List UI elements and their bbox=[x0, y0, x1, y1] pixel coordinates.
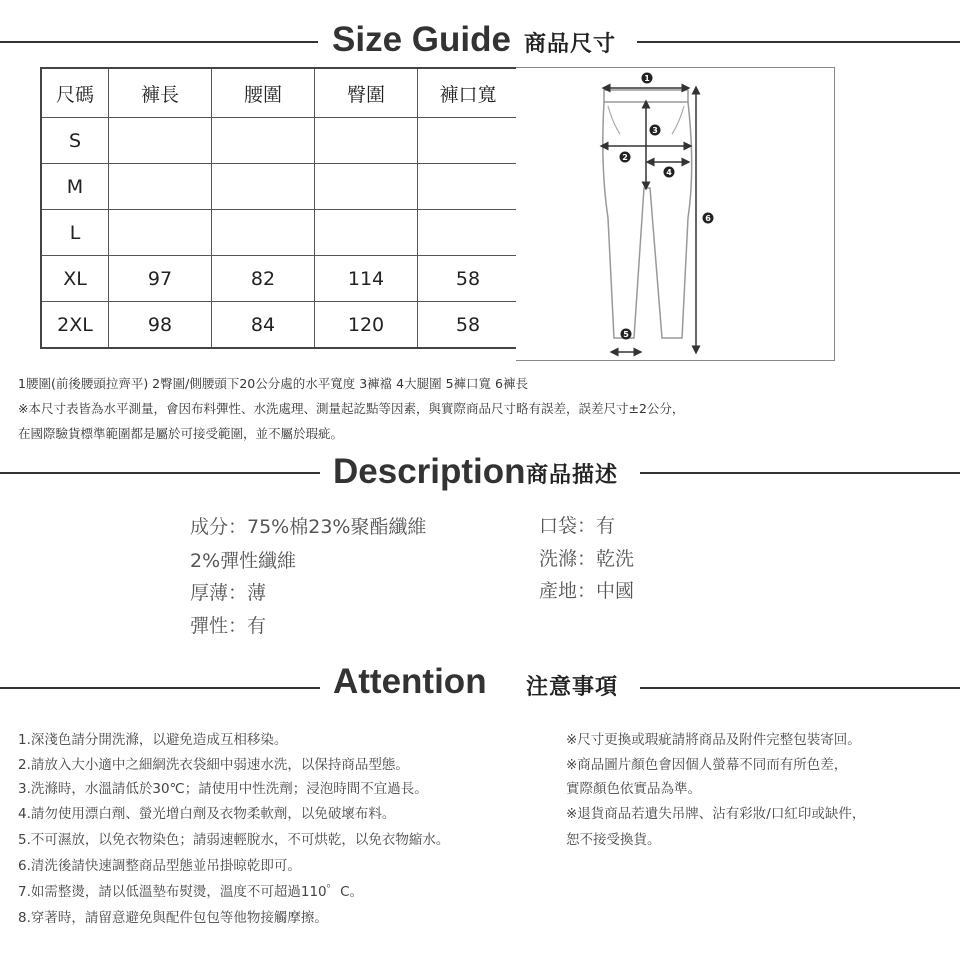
table-cell bbox=[315, 164, 418, 210]
size-table bbox=[40, 67, 520, 349]
table-header: 褲口寬 bbox=[418, 68, 520, 118]
table-cell bbox=[109, 210, 212, 256]
table-row bbox=[41, 118, 519, 164]
origin: 產地：中國 bbox=[539, 580, 635, 602]
table-header-row bbox=[41, 68, 519, 118]
description-title: Description bbox=[333, 452, 526, 491]
table-cell: S bbox=[41, 118, 109, 164]
table-row bbox=[41, 210, 519, 256]
table-cell bbox=[315, 210, 418, 256]
divider bbox=[0, 41, 318, 43]
svg-text:2: 2 bbox=[622, 153, 628, 162]
size-guide-title-zh: 商品尺寸 bbox=[524, 32, 617, 57]
table-cell: L bbox=[41, 210, 109, 256]
care-instruction: 8.穿著時，請留意避免與配件包包等他物接觸摩擦。 bbox=[18, 910, 328, 926]
elasticity: 彈性：有 bbox=[190, 615, 267, 637]
svg-text:4: 4 bbox=[666, 168, 672, 177]
care-instruction: 7.如需整燙，請以低溫墊布熨燙，溫度不可超過110゜C。 bbox=[18, 884, 364, 900]
return-policy: ※商品圖片顏色會因個人螢幕不同而有所色差， bbox=[566, 757, 848, 773]
table-cell bbox=[418, 118, 520, 164]
pockets: 口袋：有 bbox=[539, 515, 616, 537]
table-cell bbox=[109, 164, 212, 210]
divider bbox=[640, 472, 960, 474]
washing: 洗滌：乾洗 bbox=[539, 548, 635, 570]
table-cell: 2XL bbox=[41, 302, 109, 349]
table-cell: 58 bbox=[418, 256, 520, 302]
table-cell: 97 bbox=[109, 256, 212, 302]
return-policy: ※退貨商品若遺失吊牌、沾有彩妝/口紅印或缺件， bbox=[566, 806, 866, 822]
svg-text:5: 5 bbox=[623, 330, 629, 339]
table-cell bbox=[212, 210, 315, 256]
svg-text:6: 6 bbox=[705, 214, 711, 223]
svg-text:1: 1 bbox=[644, 74, 650, 83]
fabric-composition: 成分：75%棉23%聚酯纖維 bbox=[190, 516, 427, 538]
table-cell: 82 bbox=[212, 256, 315, 302]
care-instruction: 1.深淺色請分開洗滌，以避免造成互相移染。 bbox=[18, 732, 288, 748]
return-policy: ※尺寸更換或瑕疵請將商品及附件完整包裝寄回。 bbox=[566, 732, 861, 748]
svg-text:3: 3 bbox=[652, 126, 658, 135]
table-cell: 114 bbox=[315, 256, 418, 302]
table-cell: 58 bbox=[418, 302, 520, 349]
pants-outline-icon bbox=[516, 68, 834, 360]
size-guide-title: Size Guide bbox=[332, 20, 511, 59]
description-title-zh: 商品描述 bbox=[526, 463, 619, 488]
table-cell bbox=[212, 164, 315, 210]
table-header: 臀圍 bbox=[315, 68, 418, 118]
table-cell: M bbox=[41, 164, 109, 210]
table-header: 腰圍 bbox=[212, 68, 315, 118]
table-cell: 120 bbox=[315, 302, 418, 349]
measurement-legend: 1腰圍(前後腰頭拉齊平) 2臀圍/側腰頭下20公分處的水平寬度 3褲襠 4大腿圍 5褲口寬 6褲長 bbox=[18, 376, 528, 391]
divider bbox=[637, 41, 960, 43]
return-policy: 恕不接受換貨。 bbox=[566, 832, 661, 848]
care-instruction: 6.清洗後請快速調整商品型態並吊掛晾乾即可。 bbox=[18, 858, 301, 874]
divider bbox=[640, 687, 960, 689]
return-policy: 實際顏色依實品為準。 bbox=[566, 781, 701, 797]
table-row bbox=[41, 164, 519, 210]
care-instruction: 3.洗滌時，水溫請低於30℃；請使用中性洗劑；浸泡時間不宜過長。 bbox=[18, 781, 428, 797]
divider bbox=[0, 472, 320, 474]
thickness: 厚薄：薄 bbox=[190, 582, 267, 604]
table-cell bbox=[212, 118, 315, 164]
care-instruction: 2.請放入大小適中之細網洗衣袋細中弱速水洗，以保持商品型態。 bbox=[18, 757, 409, 773]
table-cell: XL bbox=[41, 256, 109, 302]
care-instruction: 4.請勿使用漂白劑、螢光增白劑及衣物柔軟劑，以免破壞布料。 bbox=[18, 806, 396, 822]
measurement-note: ※本尺寸表皆為水平測量，會因布料彈性、水洗處理、測量起訖點等因素，與實際商品尺寸略有誤差，誤差尺寸±2公分， bbox=[18, 401, 685, 416]
attention-title: Attention bbox=[333, 662, 487, 701]
pants-measurement-diagram bbox=[516, 67, 835, 361]
care-instruction: 5.不可濕放，以免衣物染色；請弱速輕脫水，不可烘乾，以免衣物縮水。 bbox=[18, 832, 450, 848]
table-header: 尺碼 bbox=[41, 68, 109, 118]
table-cell bbox=[315, 118, 418, 164]
table-cell bbox=[418, 210, 520, 256]
table-row bbox=[41, 302, 519, 349]
table-cell bbox=[109, 118, 212, 164]
attention-title-zh: 注意事項 bbox=[526, 675, 619, 700]
table-cell: 84 bbox=[212, 302, 315, 349]
measurement-note: 在國際驗貨標準範圍都是屬於可接受範圍，並不屬於瑕疵。 bbox=[18, 426, 344, 441]
divider bbox=[0, 687, 320, 689]
table-header: 褲長 bbox=[109, 68, 212, 118]
fabric-composition-cont: 2%彈性纖維 bbox=[190, 550, 297, 572]
table-cell bbox=[418, 164, 520, 210]
table-cell: 98 bbox=[109, 302, 212, 349]
table-row bbox=[41, 256, 519, 302]
